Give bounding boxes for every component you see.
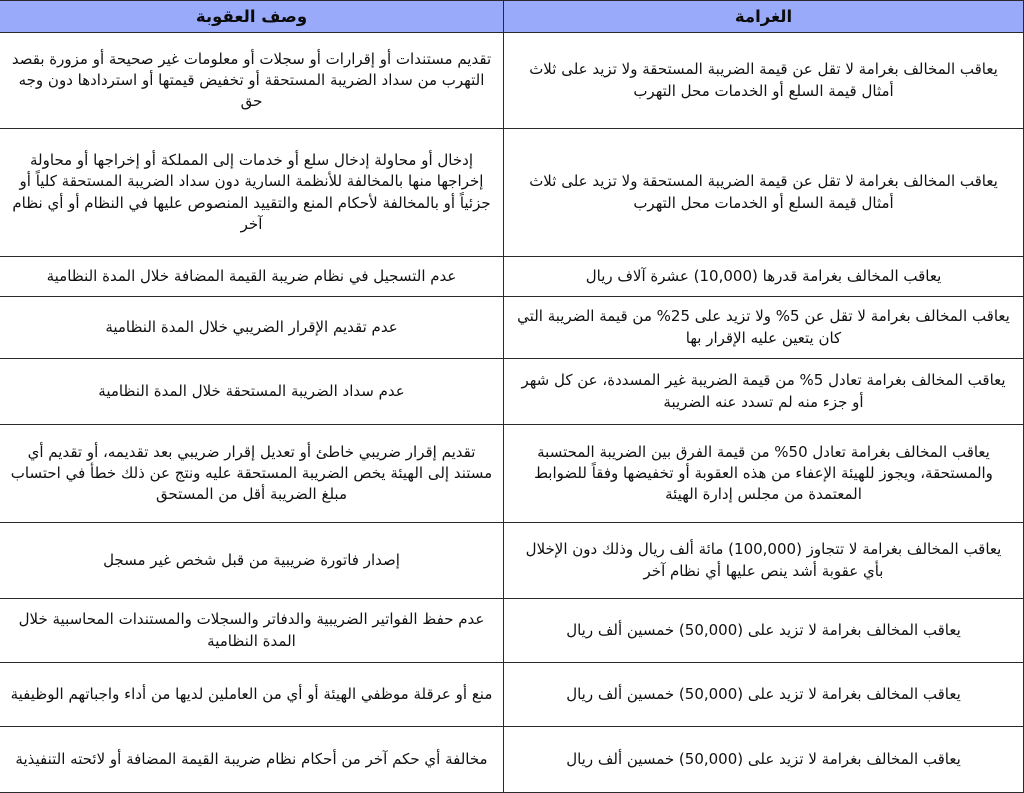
cell-penalty-description: عدم سداد الضريبة المستحقة خلال المدة النظامية [0, 359, 504, 425]
cell-penalty-description: إصدار فاتورة ضريبية من قبل شخص غير مسجل [0, 523, 504, 599]
table-row [0, 359, 1024, 425]
table-row [0, 727, 1024, 793]
table-body [0, 33, 1024, 793]
cell-fine: يعاقب المخالف بغرامة قدرها (10,000) عشرة آلاف ريال [504, 257, 1024, 297]
cell-penalty-description: عدم تقديم الإقرار الضريبي خلال المدة النظامية [0, 297, 504, 359]
column-header-description: وصف العقوبة [0, 1, 504, 33]
table-row [0, 425, 1024, 523]
cell-penalty-description: مخالفة أي حكم آخر من أحكام نظام ضريبة القيمة المضافة أو لائحته التنفيذية [0, 727, 504, 793]
column-header-fine: الغرامة [504, 1, 1024, 33]
cell-penalty-description: عدم حفظ الفواتير الضريبية والدفاتر والسجلات والمستندات المحاسبية خلال المدة النظامية [0, 599, 504, 663]
cell-penalty-description: عدم التسجيل في نظام ضريبة القيمة المضافة خلال المدة النظامية [0, 257, 504, 297]
table-row [0, 129, 1024, 257]
cell-fine: يعاقب المخالف بغرامة لا تقل عن قيمة الضريبة المستحقة ولا تزيد على ثلاث أمثال قيمة السلع أو الخدمات محل التهرب [504, 33, 1024, 129]
table-row [0, 33, 1024, 129]
table-row [0, 663, 1024, 727]
cell-penalty-description: إدخال أو محاولة إدخال سلع أو خدمات إلى المملكة أو إخراجها أو محاولة إخراجها منها بالمخالفة للأنظمة السارية دون سداد الضريبة المستحقة كلياً أو جزئياً أو بالمخالفة لأحكام المنع والتقييد المنصوص عليها في النظام أو أي نظام آخر [0, 129, 504, 257]
cell-fine: يعاقب المخالف بغرامة لا تزيد على (50,000) خمسين ألف ريال [504, 727, 1024, 793]
cell-fine: يعاقب المخالف بغرامة لا تقل عن 5% ولا تزيد على 25% من قيمة الضريبة التي كان يتعين عليه الإقرار بها [504, 297, 1024, 359]
cell-penalty-description: تقديم مستندات أو إقرارات أو سجلات أو معلومات غير صحيحة أو مزورة بقصد التهرب من سداد الضريبة المستحقة أو تخفيض قيمتها أو استردادها دون وجه حق [0, 33, 504, 129]
cell-fine: يعاقب المخالف بغرامة تعادل 50% من قيمة الفرق بين الضريبة المحتسبة والمستحقة، ويجوز للهيئة الإعفاء من هذه العقوبة أو تخفيضها وفقاً للضوابط المعتمدة من مجلس إدارة الهيئة [504, 425, 1024, 523]
cell-fine: يعاقب المخالف بغرامة لا تزيد على (50,000) خمسين ألف ريال [504, 663, 1024, 727]
table-row [0, 523, 1024, 599]
table-header-row [0, 1, 1024, 33]
table-row [0, 599, 1024, 663]
cell-penalty-description: تقديم إقرار ضريبي خاطئ أو تعديل إقرار ضريبي بعد تقديمه، أو تقديم أي مستند إلى الهيئة يخص الضريبة المستحقة عليه ونتج عن ذلك خطأ في احتساب مبلغ الضريبة أقل من المستحق [0, 425, 504, 523]
cell-penalty-description: منع أو عرقلة موظفي الهيئة أو أي من العاملين لديها من أداء واجباتهم الوظيفية [0, 663, 504, 727]
cell-fine: يعاقب المخالف بغرامة لا تقل عن قيمة الضريبة المستحقة ولا تزيد على ثلاث أمثال قيمة السلع أو الخدمات محل التهرب [504, 129, 1024, 257]
cell-fine: يعاقب المخالف بغرامة تعادل 5% من قيمة الضريبة غير المسددة، عن كل شهر أو جزء منه لم تسدد عنه الضريبة [504, 359, 1024, 425]
table-row [0, 257, 1024, 297]
table-header [0, 1, 1024, 33]
cell-fine: يعاقب المخالف بغرامة لا تزيد على (50,000) خمسين ألف ريال [504, 599, 1024, 663]
cell-fine: يعاقب المخالف بغرامة لا تتجاوز (100,000) مائة ألف ريال وذلك دون الإخلال بأي عقوبة أشد ينص عليها أي نظام آخر [504, 523, 1024, 599]
table-row [0, 297, 1024, 359]
